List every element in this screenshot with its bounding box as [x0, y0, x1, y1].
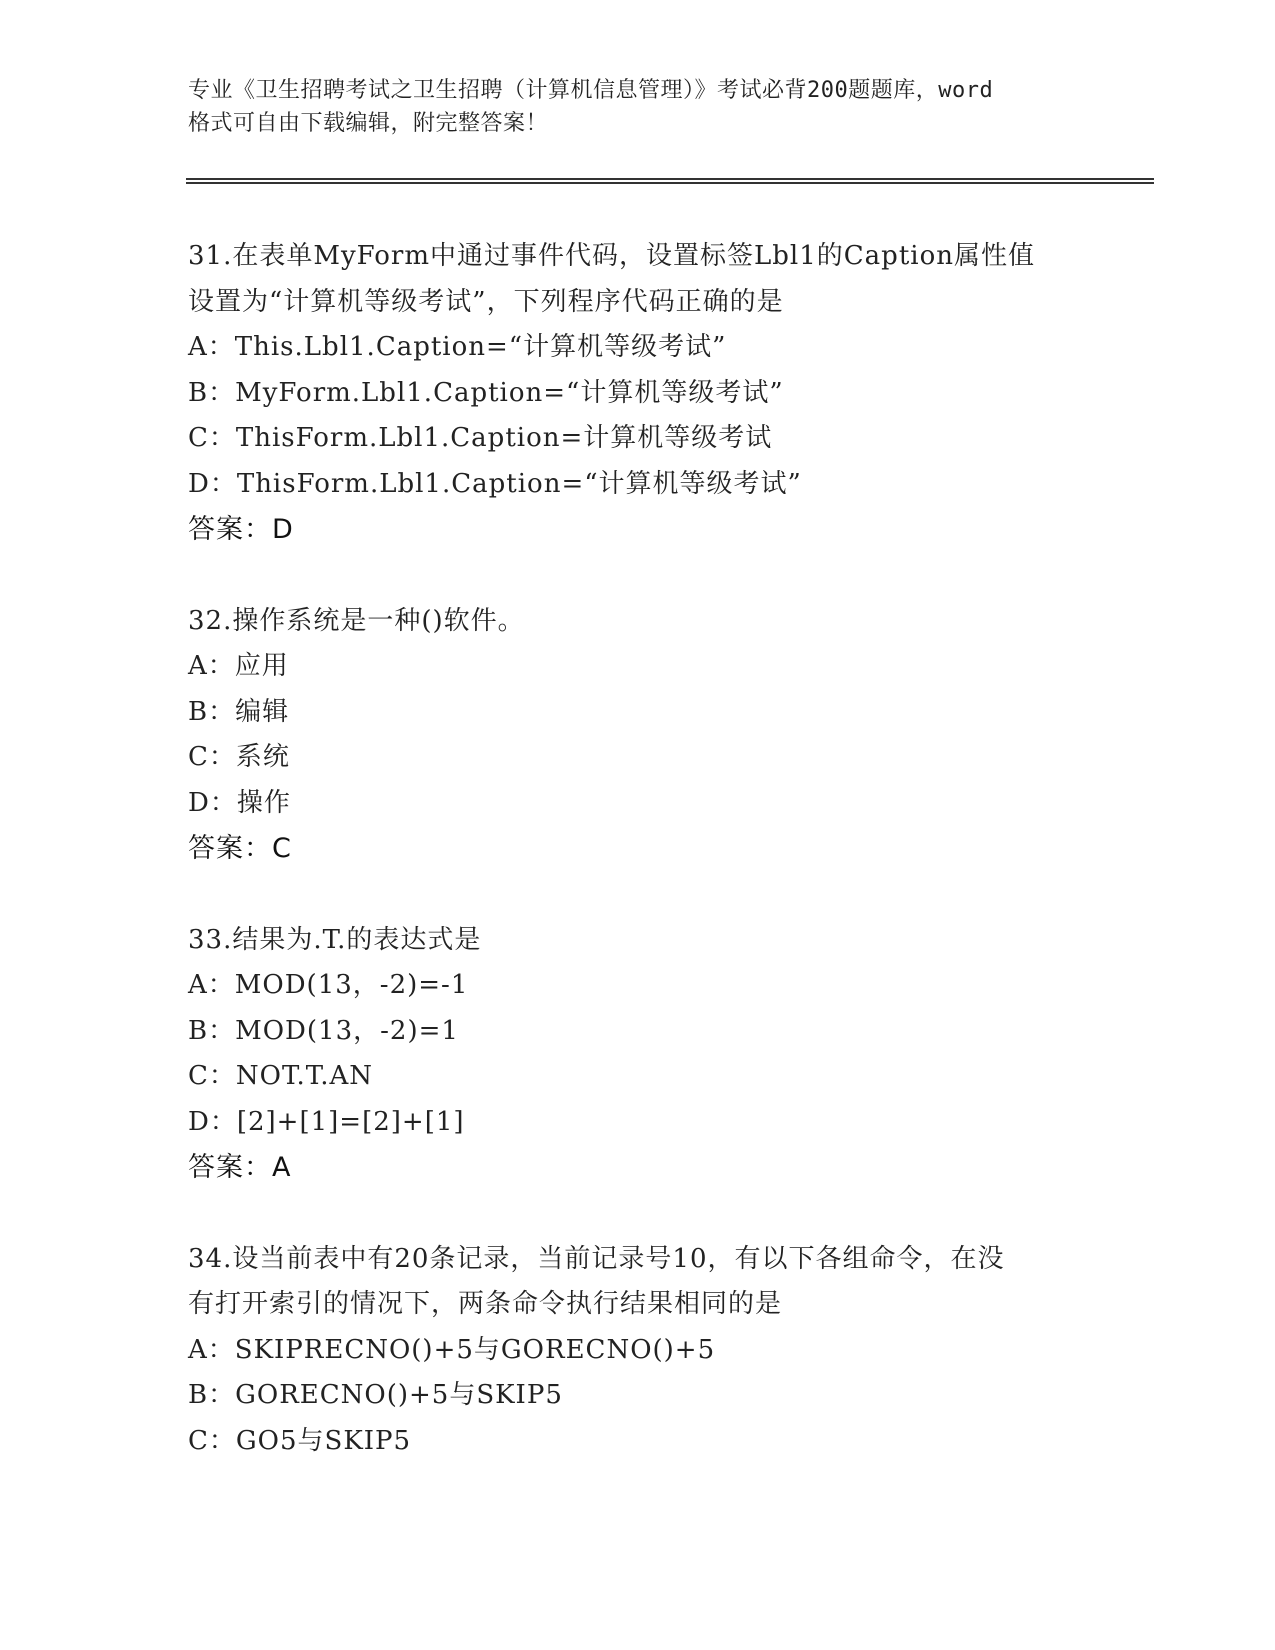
question-stem-continued: 设置为“计算机等级考试”，下列程序代码正确的是 [188, 286, 784, 317]
option-c: C：ThisForm.Lbl1.Caption=计算机等级考试 [188, 423, 773, 453]
question-list [188, 234, 1148, 1464]
option-b: B：GORECNO()+5与SKIP5 [188, 1380, 563, 1410]
question-stem-continued: 有打开索引的情况下，两条命令执行结果相同的是 [188, 1289, 783, 1319]
option-d: D：[2]+[1]=[2]+[1] [188, 1106, 465, 1137]
header-rule-top [186, 178, 1154, 180]
option-c: C：GO5与SKIP5 [188, 1425, 412, 1456]
option-a: A：MOD(13，-2)=-1 [188, 970, 469, 1000]
option-b: B：MOD(13，-2)=1 [188, 1015, 459, 1046]
answer-label: 答案：D [188, 514, 294, 545]
option-d: D：ThisForm.Lbl1.Caption=“计算机等级考试” [188, 468, 802, 499]
question-stem: 34.设当前表中有20条记录，当前记录号10，有以下各组命令，在没 [188, 1243, 1005, 1274]
option-d: D：操作 [188, 787, 291, 818]
question-stem: 31.在表单MyForm中通过事件代码，设置标签Lbl1的Caption属性值 [188, 241, 1035, 271]
header-rule-bottom [186, 182, 1154, 184]
question-34 [188, 1237, 1148, 1465]
option-c: C：系统 [188, 742, 290, 772]
option-a: A：This.Lbl1.Caption=“计算机等级考试” [188, 332, 727, 362]
question-spacer [188, 1191, 1148, 1237]
question-spacer [188, 553, 1148, 599]
answer-label: 答案：A [188, 1152, 292, 1183]
option-b: B：MyForm.Lbl1.Caption=“计算机等级考试” [188, 377, 784, 408]
option-b: B：编辑 [188, 696, 290, 727]
question-stem: 32.操作系统是一种()软件。 [188, 605, 525, 636]
question-32 [188, 599, 1148, 872]
option-a: A：应用 [188, 651, 289, 681]
question-33 [188, 918, 1148, 1191]
question-spacer [188, 872, 1148, 918]
header-line-2: 格式可自由下载编辑，附完整答案！ [188, 111, 549, 136]
header-line-1: 专业《卫生招聘考试之卫生招聘（计算机信息管理）》考试必背200题题库，word [188, 78, 994, 103]
question-31 [188, 234, 1148, 553]
document-header [188, 74, 1108, 140]
option-a: A：SKIPRECNO()+5与GORECNO()+5 [188, 1334, 716, 1365]
question-stem: 33.结果为.T.的表达式是 [188, 924, 482, 955]
option-c: C：NOT.T.AN [188, 1061, 374, 1091]
answer-label: 答案：C [188, 833, 292, 864]
